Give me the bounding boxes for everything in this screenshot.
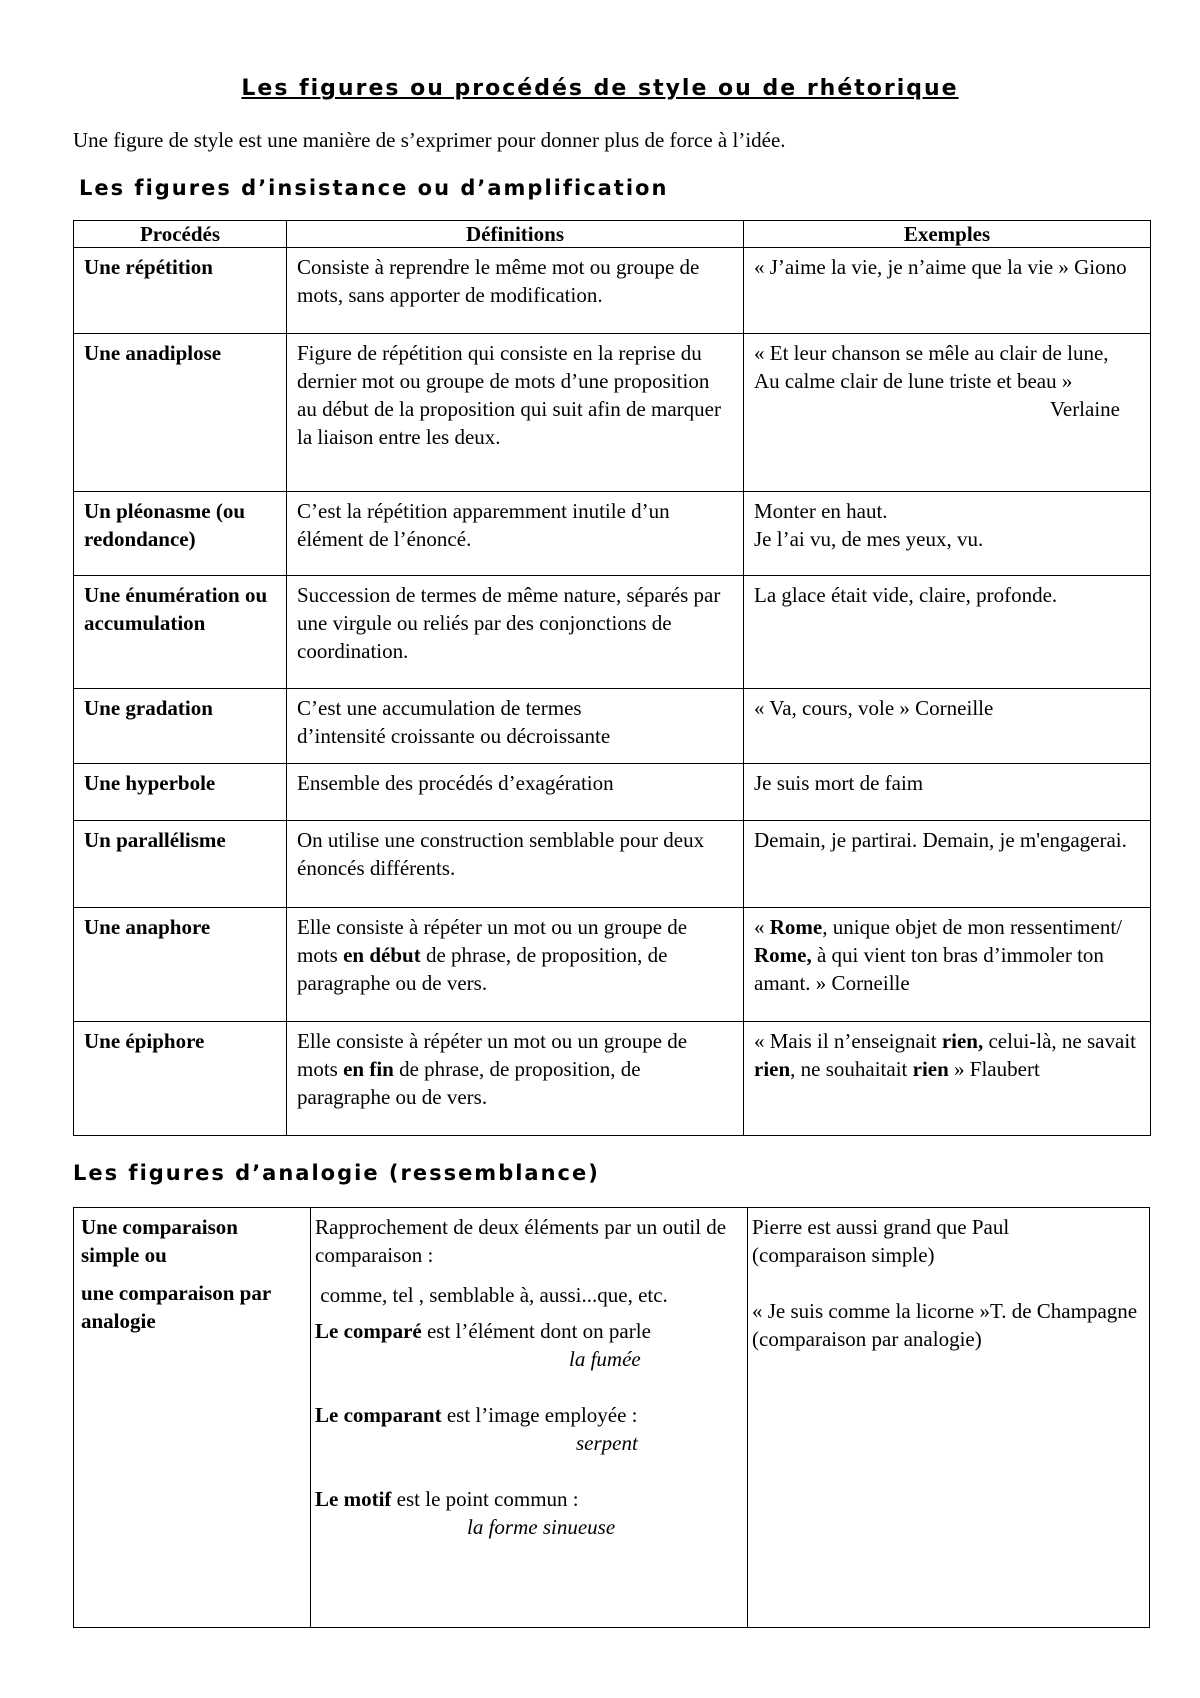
exemple-cell xyxy=(744,334,1151,492)
exemple-cell xyxy=(744,492,1151,576)
exemple-text: celui-là, ne savait xyxy=(983,1029,1136,1053)
comparant-example: serpent xyxy=(576,1431,638,1455)
motif-text: est le point commun : xyxy=(391,1487,579,1511)
table-header-row xyxy=(74,221,1151,248)
procede-cell: Une hyperbole xyxy=(74,764,287,821)
exemple-cell: La glace était vide, claire, profonde. xyxy=(744,576,1151,689)
compare-example: la fumée xyxy=(569,1347,641,1371)
table-row xyxy=(74,821,1151,908)
table-row xyxy=(74,1022,1151,1136)
table-row xyxy=(74,764,1151,821)
exemple-cell xyxy=(744,908,1151,1022)
table-row xyxy=(74,908,1151,1022)
definition-text: de phrase, de proposition, de paragraphe ou de vers. xyxy=(297,1057,641,1109)
definition-cell: Ensemble des procédés d’exagération xyxy=(287,764,744,821)
exemple-line: Monter en haut. xyxy=(754,499,888,523)
exemple-cell xyxy=(744,1022,1151,1136)
exemple-emphasis: rien xyxy=(754,1057,791,1081)
section-heading-insistance: Les figures d’insistance ou d’amplification xyxy=(79,176,669,200)
procede-line: Une comparaison simple ou xyxy=(81,1215,238,1267)
definition-cell xyxy=(287,908,744,1022)
exemple-text: « Mais il n’enseignait xyxy=(754,1029,942,1053)
compare-line xyxy=(315,1317,737,1345)
definition-cell xyxy=(311,1208,748,1628)
exemple-text: à qui vient ton bras d’immoler ton amant. » Corneille xyxy=(754,943,1104,995)
exemple-line: (comparaison par analogie) xyxy=(752,1327,982,1351)
table-row xyxy=(74,248,1151,334)
definition-outils: comme, tel , semblable à, aussi...que, etc. xyxy=(315,1283,668,1307)
intro-text: Une figure de style est une manière de s’exprimer pour donner plus de force à l’idée. xyxy=(73,128,786,152)
table-row xyxy=(74,1208,1150,1628)
exemple-emphasis: Rome xyxy=(769,915,823,939)
figures-insistance-table xyxy=(73,220,1151,1136)
column-header-procedes: Procédés xyxy=(74,221,287,248)
exemple-cell: Demain, je partirai. Demain, je m'engagerai. xyxy=(744,821,1151,908)
definition-line: d’intensité croissante ou décroissante xyxy=(297,724,611,748)
column-header-exemples: Exemples xyxy=(744,221,1151,248)
definition-cell xyxy=(287,1022,744,1136)
definition-intro: Rapprochement de deux éléments par un outil de comparaison : xyxy=(315,1215,727,1267)
exemple-line: « Je suis comme la licorne »T. de Champagne xyxy=(752,1299,1138,1323)
exemple-line: Au calme clair de lune triste et beau » xyxy=(754,369,1073,393)
motif-line xyxy=(315,1485,737,1513)
comparant-line xyxy=(315,1401,737,1429)
definition-emphasis: en fin xyxy=(343,1057,394,1081)
table-row xyxy=(74,576,1151,689)
table-row xyxy=(74,492,1151,576)
exemple-text: « xyxy=(754,915,770,939)
definition-cell: Figure de répétition qui consiste en la reprise du dernier mot ou groupe de mots d’une proposition au début de la proposition qui suit afin de marquer la liaison entre les deux. xyxy=(287,334,744,492)
figures-analogie-table xyxy=(73,1207,1150,1628)
exemple-author: Verlaine xyxy=(1050,397,1120,421)
exemple-emphasis: rien xyxy=(912,1057,949,1081)
procede-cell xyxy=(74,1208,311,1628)
procede-cell: Une anaphore xyxy=(74,908,287,1022)
comparant-label: Le comparant xyxy=(315,1403,442,1427)
procede-cell: Une répétition xyxy=(74,248,287,334)
exemple-emphasis: rien, xyxy=(941,1029,984,1053)
exemple-text: , ne souhaitait xyxy=(790,1057,913,1081)
exemple-line: Pierre est aussi grand que Paul xyxy=(752,1215,1010,1239)
definition-cell: C’est la répétition apparemment inutile d’un élément de l’énoncé. xyxy=(287,492,744,576)
definition-line: C’est une accumulation de termes xyxy=(297,696,582,720)
comparant-text: est l’image employée : xyxy=(441,1403,638,1427)
definition-cell: Succession de termes de même nature, séparés par une virgule ou reliés par des conjonctions de coordination. xyxy=(287,576,744,689)
compare-label: Le comparé xyxy=(315,1319,422,1343)
table-row xyxy=(74,689,1151,764)
procede-cell: Une gradation xyxy=(74,689,287,764)
compare-text: est l’élément dont on parle xyxy=(421,1319,651,1343)
procede-cell: Un pléonasme (ou redondance) xyxy=(74,492,287,576)
definition-cell: On utilise une construction semblable pour deux énoncés différents. xyxy=(287,821,744,908)
column-header-definitions: Définitions xyxy=(287,221,744,248)
definition-text: Elle consiste à répéter un mot ou un groupe de mots xyxy=(297,1029,688,1081)
procede-line: une comparaison par analogie xyxy=(81,1281,271,1333)
exemple-line: « Et leur chanson se mêle au clair de lune, xyxy=(754,341,1109,365)
definition-cell xyxy=(287,689,744,764)
motif-label: Le motif xyxy=(315,1487,392,1511)
exemple-cell: « Va, cours, vole » Corneille xyxy=(744,689,1151,764)
exemple-line: (comparaison simple) xyxy=(752,1243,935,1267)
procede-cell: Une anadiplose xyxy=(74,334,287,492)
definition-text: Elle consiste à répéter un mot ou un groupe de mots xyxy=(297,915,688,967)
exemple-cell: Je suis mort de faim xyxy=(744,764,1151,821)
definition-cell: Consiste à reprendre le même mot ou groupe de mots, sans apporter de modification. xyxy=(287,248,744,334)
exemple-line: Je l’ai vu, de mes yeux, vu. xyxy=(754,527,984,551)
exemple-cell xyxy=(748,1208,1150,1628)
exemple-cell: « J’aime la vie, je n’aime que la vie » Giono xyxy=(744,248,1151,334)
exemple-text: , unique objet de mon ressentiment/ xyxy=(822,915,1123,939)
definition-text: de phrase, de proposition, de paragraphe ou de vers. xyxy=(297,943,668,995)
exemple-emphasis: Rome, xyxy=(754,943,812,967)
procede-cell: Une épiphore xyxy=(74,1022,287,1136)
exemple-text: » Flaubert xyxy=(948,1057,1040,1081)
procede-cell: Une énumération ou accumulation xyxy=(74,576,287,689)
procede-cell: Un parallélisme xyxy=(74,821,287,908)
table-row xyxy=(74,334,1151,492)
motif-example: la forme sinueuse xyxy=(467,1515,616,1539)
section-heading-analogie: Les figures d’analogie (ressemblance) xyxy=(73,1161,600,1185)
definition-emphasis: en début xyxy=(343,943,421,967)
page-title: Les figures ou procédés de style ou de rhétorique xyxy=(241,76,959,101)
